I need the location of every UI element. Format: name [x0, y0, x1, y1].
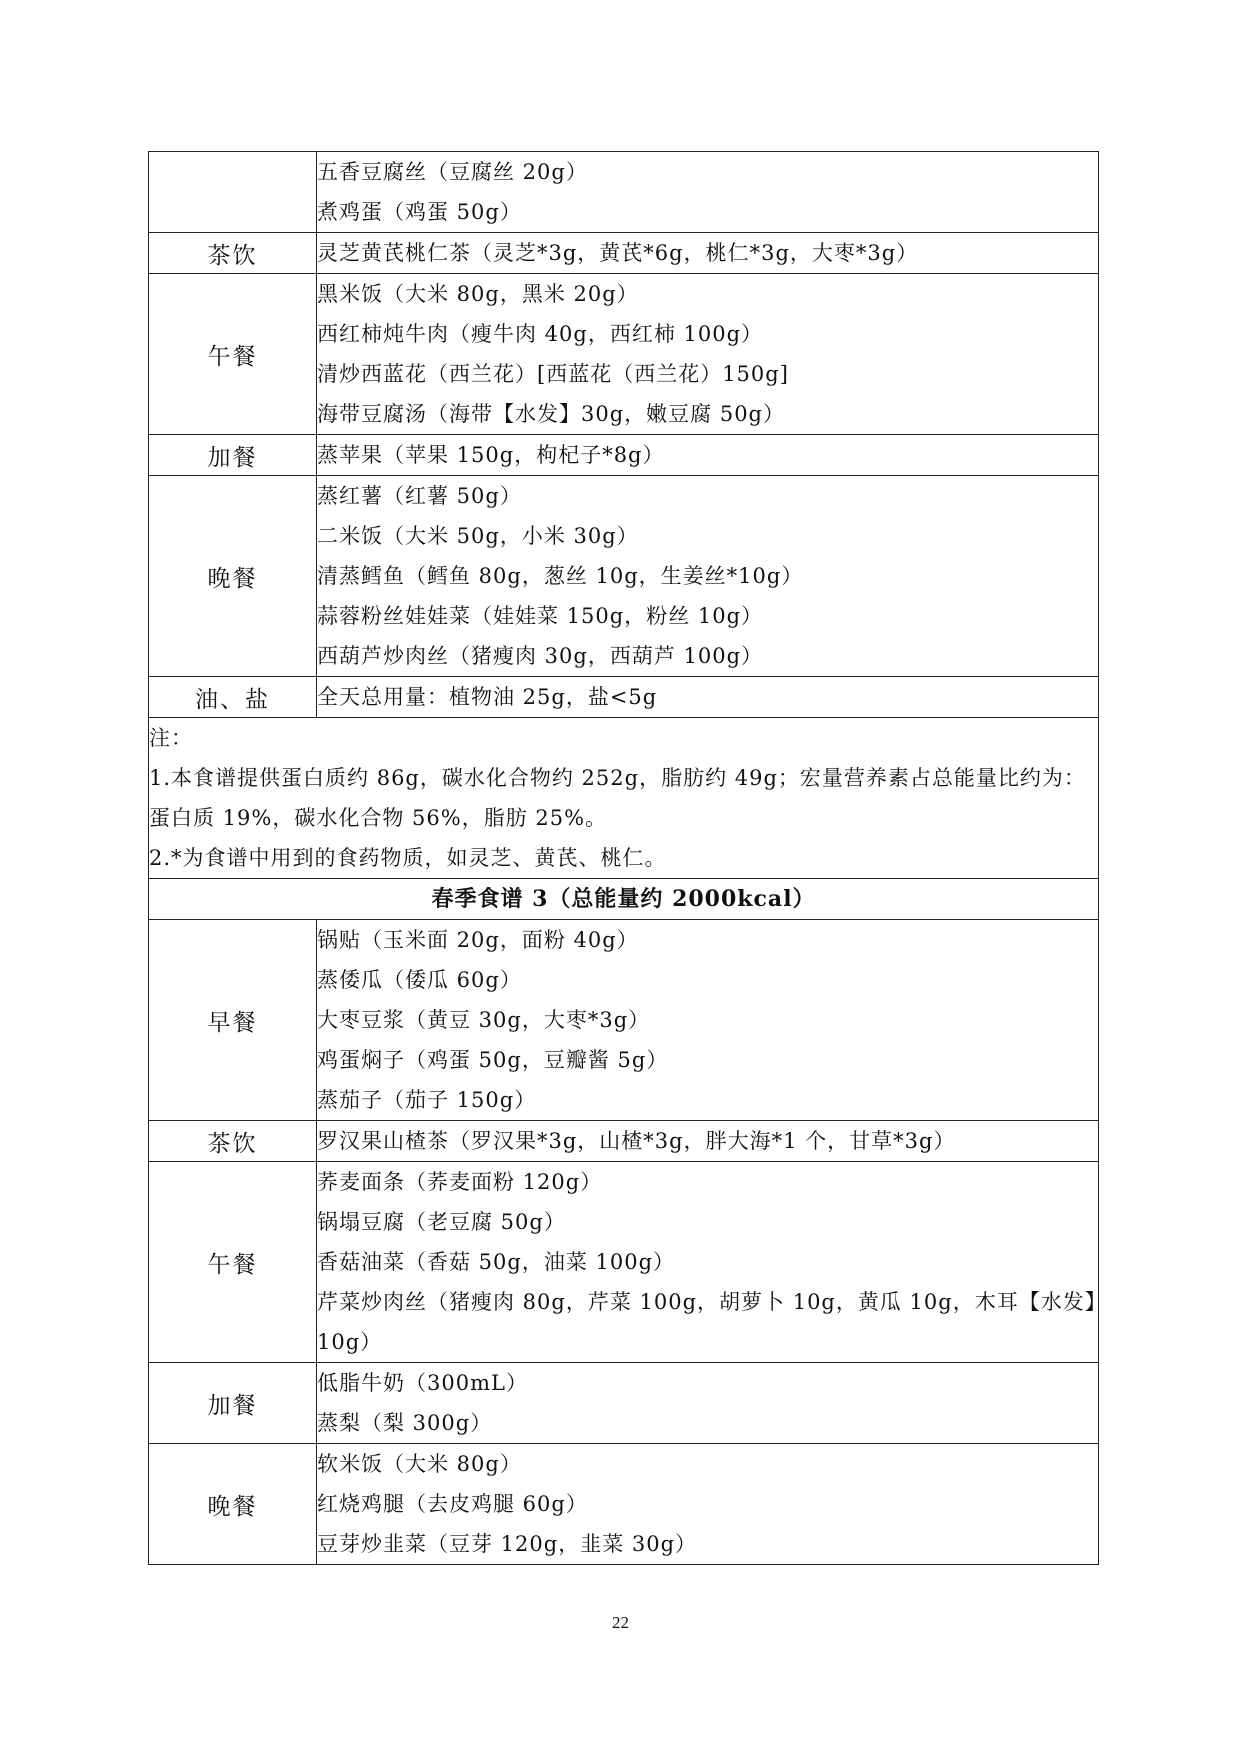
meal-label: 茶饮 [149, 233, 317, 274]
meal-label: 晚餐 [149, 1444, 317, 1565]
menu-item: 五香豆腐丝（豆腐丝 20g） [317, 160, 588, 184]
meal-content [317, 233, 1099, 274]
meal-label: 油、盐 [149, 677, 317, 718]
menu-item: 大枣豆浆（黄豆 30g，大枣*3g） [317, 1008, 651, 1032]
page-number: 22 [612, 1613, 629, 1632]
menu-item: 锅贴（玉米面 20g，面粉 40g） [317, 928, 639, 952]
meal-label: 早餐 [149, 920, 317, 1121]
note-herbal: 2.*为食谱中用到的食药物质，如灵芝、黄芪、桃仁。 [149, 846, 667, 870]
menu-item: 蒸梨（梨 300g） [317, 1411, 493, 1435]
note-nutrition: 1.本食谱提供蛋白质约 86g，碳水化合物约 252g，脂肪约 49g；宏量营养素占总能量比约为：蛋白质 19%，碳水化合物 56%，脂肪 25%。 [149, 766, 1086, 830]
table-row [149, 1363, 1099, 1444]
section-title: 春季食谱 3（总能量约 2000kcal） [149, 879, 1099, 920]
table-row [149, 476, 1099, 677]
meal-content [317, 1444, 1099, 1565]
menu-item: 西红柿炖牛肉（瘦牛肉 40g，西红柿 100g） [317, 322, 764, 346]
menu-item: 蒸茄子（茄子 150g） [317, 1088, 537, 1112]
menu-item: 蒸苹果（苹果 150g，枸杞子*8g） [317, 443, 665, 467]
meal-label: 晚餐 [149, 476, 317, 677]
meal-content [317, 1162, 1099, 1363]
meal-content [317, 476, 1099, 677]
menu-item: 罗汉果山楂茶（罗汉果*3g，山楂*3g，胖大海*1 个，甘草*3g） [317, 1129, 956, 1153]
meal-label: 午餐 [149, 1162, 317, 1363]
menu-item: 蒜蓉粉丝娃娃菜（娃娃菜 150g，粉丝 10g） [317, 604, 764, 628]
meal-content [317, 435, 1099, 476]
meal-content [317, 152, 1099, 233]
meal-label: 加餐 [149, 435, 317, 476]
table-row [149, 152, 1099, 233]
menu-item: 蒸红薯（红薯 50g） [317, 484, 522, 508]
menu-item: 软米饭（大米 80g） [317, 1452, 522, 1476]
table-row [149, 677, 1099, 718]
meal-content [317, 1121, 1099, 1162]
table-row [149, 274, 1099, 435]
meal-content [317, 274, 1099, 435]
meal-label: 加餐 [149, 1363, 317, 1444]
menu-item: 豆芽炒韭菜（豆芽 120g，韭菜 30g） [317, 1532, 698, 1556]
menu-item: 蒸倭瓜（倭瓜 60g） [317, 968, 522, 992]
table-row [149, 1121, 1099, 1162]
notes-row [149, 718, 1099, 879]
meal-label: 午餐 [149, 274, 317, 435]
table-row [149, 233, 1099, 274]
notes-heading: 注： [149, 726, 193, 750]
section-title-row [149, 879, 1099, 920]
meal-label: 茶饮 [149, 1121, 317, 1162]
menu-item: 海带豆腐汤（海带【水发】30g，嫩豆腐 50g） [317, 402, 786, 426]
menu-item: 二米饭（大米 50g，小米 30g） [317, 524, 639, 548]
menu-item: 芹菜炒肉丝（猪瘦肉 80g，芹菜 100g，胡萝卜 10g，黄瓜 10g，木耳【水发】10g） [317, 1290, 1097, 1354]
menu-item: 香菇油菜（香菇 50g，油菜 100g） [317, 1250, 676, 1274]
menu-item: 西葫芦炒肉丝（猪瘦肉 30g，西葫芦 100g） [317, 644, 764, 668]
table-row [149, 435, 1099, 476]
menu-item: 鸡蛋焖子（鸡蛋 50g，豆瓣酱 5g） [317, 1048, 669, 1072]
menu-item: 锅塌豆腐（老豆腐 50g） [317, 1210, 566, 1234]
table-row [149, 920, 1099, 1121]
table-row [149, 1444, 1099, 1565]
menu-item: 荞麦面条（荞麦面粉 120g） [317, 1170, 603, 1194]
menu-item: 黑米饭（大米 80g，黑米 20g） [317, 282, 639, 306]
meal-label [149, 152, 317, 233]
table-row [149, 1162, 1099, 1363]
menu-item: 红烧鸡腿（去皮鸡腿 60g） [317, 1492, 588, 1516]
menu-item: 灵芝黄芪桃仁茶（灵芝*3g，黄芪*6g，桃仁*3g，大枣*3g） [317, 241, 919, 265]
menu-item: 清炒西蓝花（西兰花）[西蓝花（西兰花）150g] [317, 362, 789, 386]
menu-item: 清蒸鳕鱼（鳕鱼 80g，葱丝 10g，生姜丝*10g） [317, 564, 804, 588]
meal-content [317, 1363, 1099, 1444]
menu-item: 全天总用量：植物油 25g，盐<5g [317, 685, 658, 709]
menu-item: 煮鸡蛋（鸡蛋 50g） [317, 200, 522, 224]
menu-item: 低脂牛奶（300mL） [317, 1371, 528, 1395]
notes-cell [149, 718, 1099, 879]
meal-content [317, 677, 1099, 718]
meal-content [317, 920, 1099, 1121]
meal-plan-table [148, 151, 1099, 1565]
